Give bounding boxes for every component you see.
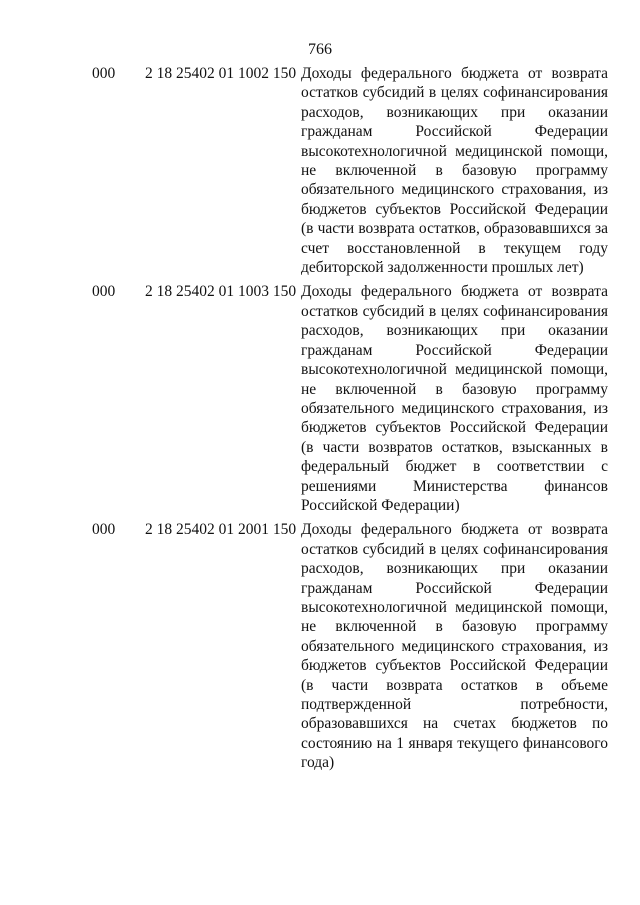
revenue-description: Доходы федерального бюджета от возврата остатков субсидий в целях софинансирования расходов, возникающих при оказании гражданам Российской Федерации высокотехнологичной медицинской помощи, не включенной в базовую программу обязательного медицинского страхования, из бюджетов субъектов Российской Федерации (в части возвратов остатков, взысканных в федеральный бюджет в соответствии с решениями Министерства финансов Российской Федерации)	[301, 283, 608, 514]
administrator-code: 000	[92, 65, 116, 82]
revenue-code-list	[0, 64, 640, 778]
revenue-code-entry	[0, 282, 640, 515]
page-number: 766	[308, 41, 332, 58]
budget-classification-code: 2 18 25402 01 1003 150	[145, 283, 297, 301]
administrator-code: 000	[92, 521, 116, 539]
administrator-code: 000	[92, 283, 116, 301]
revenue-description: Доходы федерального бюджета от возврата остатков субсидий в целях софинансирования расходов, возникающих при оказании гражданам Российской Федерации высокотехнологичной медицинской помощи, не включенной в базовую программу обязательного медицинского страхования, из бюджетов субъектов Российской Федерации (в части возврата остатков, образовавшихся за счет восстановленной в текущем году дебиторской задолженности прошлых лет)	[301, 65, 608, 277]
budget-classification-code: 2 18 25402 01 2001 150	[145, 521, 297, 539]
revenue-description: Доходы федерального бюджета от возврата остатков субсидий в целях софинансирования расходов, возникающих при оказании гражданам Российской Федерации высокотехнологичной медицинской помощи, не включенной в базовую программу обязательного медицинского страхования, из бюджетов субъектов Российской Федерации (в части возврата остатков в объеме подтвержденной потребности, образовавшихся на счетах бюджетов по состоянию на 1 января текущего финансового года)	[301, 521, 608, 772]
budget-classification-code: 2 18 25402 01 1002 150	[145, 65, 297, 82]
revenue-code-entry	[0, 520, 640, 772]
revenue-code-entry	[0, 64, 640, 277]
